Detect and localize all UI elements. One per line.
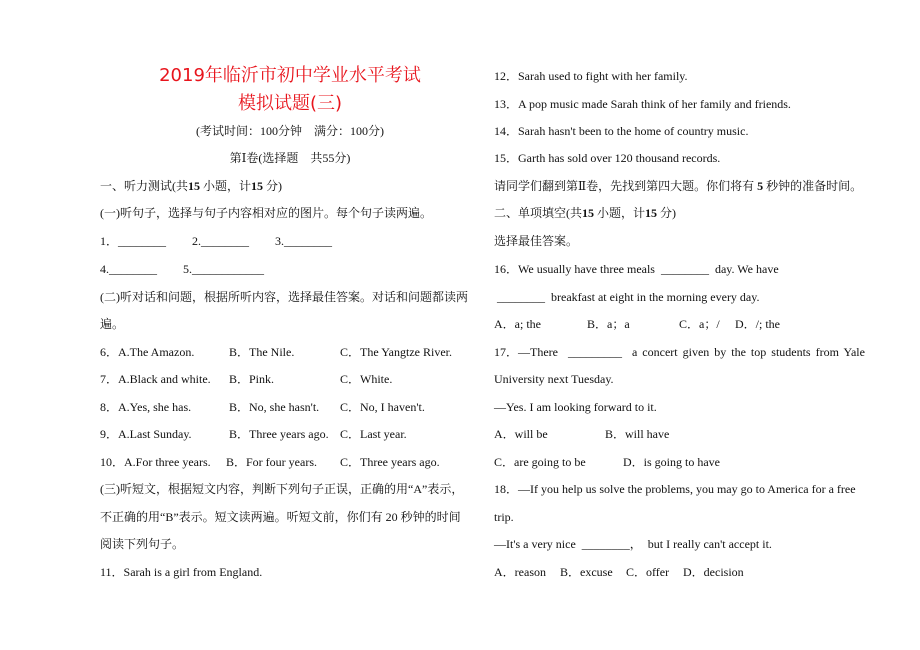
- question-17-cont: University next Tuesday.: [494, 372, 614, 386]
- true-false-item: 13．A pop music made Sarah think of her family and friends.: [494, 97, 791, 111]
- section-heading-2: 二、单项填空(共15 小题，计15 分): [494, 206, 677, 220]
- question-option-b: B．Three years ago.: [229, 427, 329, 441]
- sub-instruction-3: (三)听短文，根据短文内容，判断下列句子正误，正确的用“A”表示，: [100, 482, 464, 496]
- option: C．are going to be: [494, 455, 586, 469]
- option: B．a；a: [587, 317, 630, 331]
- part-heading: 第Ⅰ卷(选择题 共55分): [229, 151, 351, 165]
- question-18: 18．—If you help us solve the problems, you may go to America for a free: [494, 482, 856, 496]
- option: B．will have: [605, 427, 670, 441]
- true-false-item: 11．Sarah is a girl from England.: [100, 565, 263, 579]
- question-option-c: C．No, I haven't.: [340, 400, 425, 414]
- answer-blank: 4.________: [100, 262, 157, 276]
- question-option-a: 8．A.Yes, she has.: [100, 400, 192, 414]
- question-option-c: C．Last year.: [340, 427, 407, 441]
- question-option-b: B．Pink.: [229, 372, 275, 386]
- answer-blank: 3.________: [275, 234, 332, 248]
- question-option-c: C．The Yangtze River.: [340, 345, 452, 359]
- option: A．a; the: [494, 317, 541, 331]
- true-false-item: 14．Sarah hasn't been to the home of country music.: [494, 124, 749, 138]
- option: D．/; the: [735, 317, 780, 331]
- doc-title: 2019年临沂市初中学业水平考试: [159, 65, 421, 86]
- option: D．decision: [683, 565, 744, 579]
- question-17: 17．—There _________ a concert given by the top students from Yale: [494, 345, 865, 359]
- sub-instruction-2-cont: 遍。: [100, 317, 125, 331]
- question-option-c: C．White.: [340, 372, 393, 386]
- question-16-cont: ________ breakfast at eight in the morning every day.: [494, 290, 760, 304]
- answer-blank: 1．________: [100, 234, 167, 248]
- question-option-a: 6．A.The Amazon.: [100, 345, 195, 359]
- option: C．offer: [626, 565, 670, 579]
- true-false-item: 15．Garth has sold over 120 thousand records.: [494, 151, 721, 165]
- question-option-b: B．No, she hasn't.: [229, 400, 320, 414]
- doc-subtitle: 模拟试题(三): [237, 93, 343, 114]
- answer-blank: 5.____________: [183, 262, 264, 276]
- true-false-item: 12．Sarah used to fight with her family.: [494, 69, 688, 83]
- sub-instruction-1: (一)听句子，选择与句子内容相对应的图片。每个句子读两遍。: [100, 206, 432, 220]
- exam-info: (考试时间：100分钟 满分：100分): [196, 124, 384, 138]
- option: A．reason: [494, 565, 546, 579]
- option: B．excuse: [560, 565, 613, 579]
- section-heading-1: 一、听力测试(共15 小题，计15 分): [100, 179, 283, 193]
- question-option-a: 9．A.Last Sunday.: [100, 427, 192, 441]
- question-16: 16．We usually have three meals ________ day. We have: [494, 262, 779, 276]
- question-option-c: C．Three years ago.: [340, 455, 440, 469]
- sub-instruction-2: (二)听对话和问题，根据所听内容，选择最佳答案。对话和问题都读两: [100, 290, 468, 304]
- section-instruction: 选择最佳答案。: [494, 234, 579, 248]
- question-option-a: 7．A.Black and white.: [100, 372, 211, 386]
- option: A．will be: [494, 427, 548, 441]
- sub-instruction-3-cont: 阅读下列句子。: [100, 537, 185, 551]
- question-17-reply: —Yes. I am looking forward to it.: [494, 400, 657, 414]
- question-option-a: 10．A.For three years.: [100, 455, 211, 469]
- option: C．a；/: [679, 317, 720, 331]
- sub-instruction-3-cont: 不正确的用“B”表示。短文读两遍。听短文前，你们有 20 秒钟的时间: [100, 510, 461, 524]
- question-option-b: B．For four years.: [226, 455, 317, 469]
- option: D．is going to have: [623, 455, 720, 469]
- question-option-b: B．The Nile.: [229, 345, 295, 359]
- answer-blank: 2.________: [192, 234, 249, 248]
- question-18-cont: trip.: [494, 510, 514, 524]
- question-18-reply: —It's a very nice ________， but I really can't accept it.: [494, 537, 772, 551]
- notice: 请同学们翻到第Ⅱ卷，先找到第四大题。你们将有 5 秒钟的准备时间。: [494, 179, 863, 193]
